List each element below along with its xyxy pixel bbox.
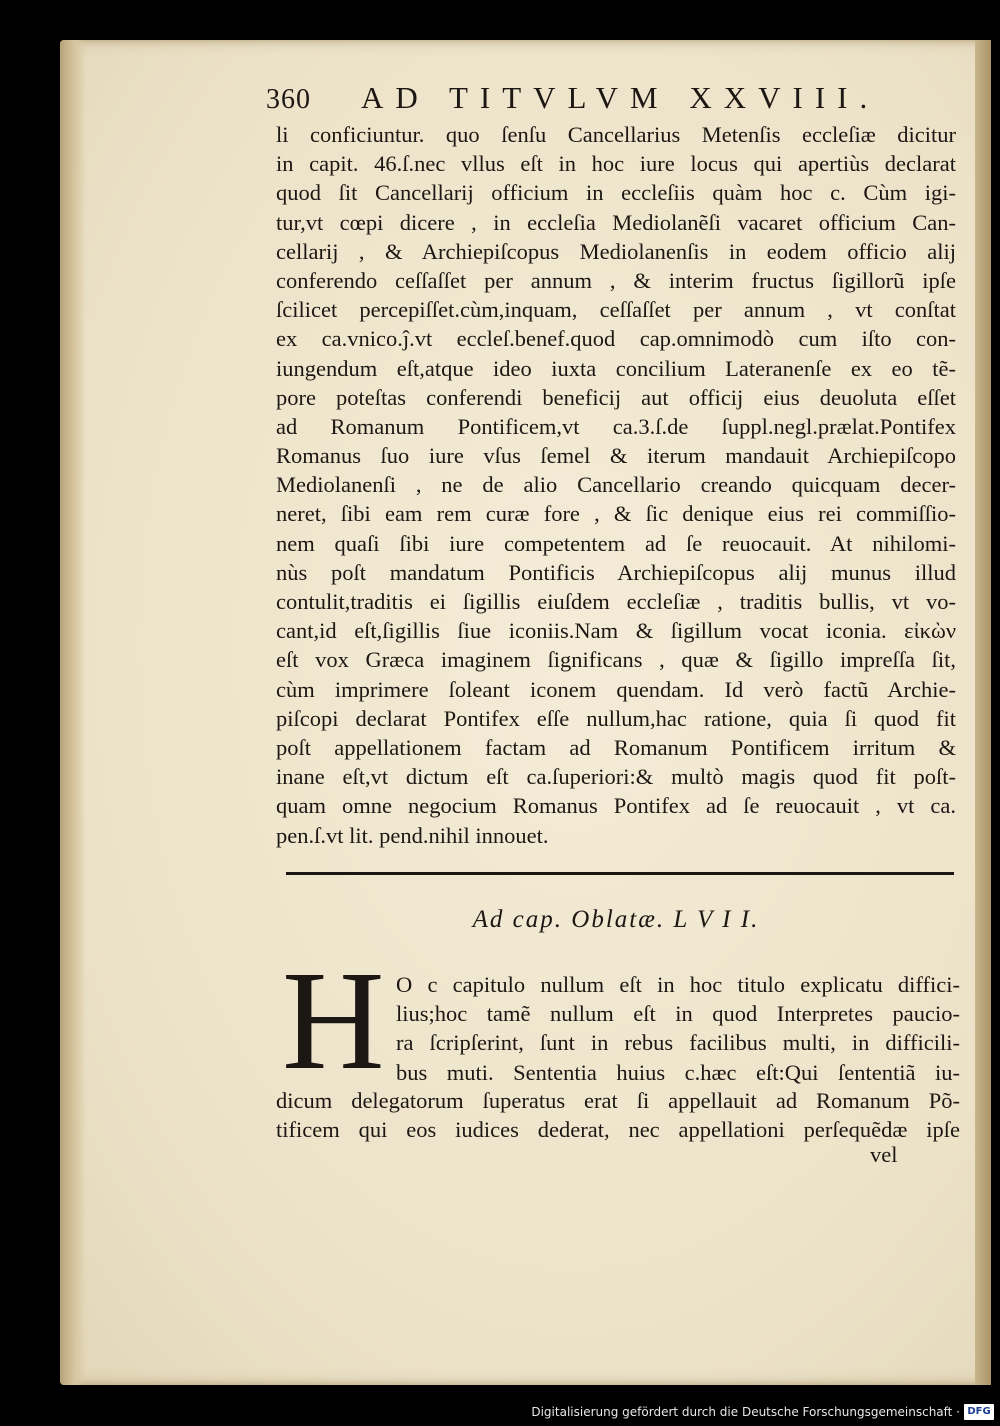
text-line: eſt vox Græca imaginem ſignificans , quæ & ſigillo impreſſa ſit, — [276, 647, 956, 673]
page-right-edge — [975, 40, 991, 1385]
text-line: cant,id eſt,ſigillis ſiue iconiis.Nam & ſigillum vocat iconia. εἰκὼν — [276, 618, 956, 644]
text-line: pore poteſtas conferendi beneficij aut officij eius deuoluta eſſet — [276, 384, 956, 410]
text-line: ex ca.vnico.ĵ.vt eccleſ.benef.quod cap.omnimodò cum iſto con- — [276, 326, 956, 352]
text-line: ra ſcripſerint, ſunt in rebus facilibus multi, in difficili- — [396, 1030, 960, 1056]
chapter-opening-text — [396, 970, 960, 1087]
text-line: nùs poſt mandatum Pontificis Archiepiſcopus alij munus illud — [276, 559, 956, 585]
text-line: cùm imprimere ſoleant iconem quendam. Id verò factũ Archie- — [276, 676, 956, 702]
text-line: nem quaſi ſibi iure competentem ad ſe reuocauit. At nihilomi- — [276, 530, 956, 556]
text-line: ad Romanum Pontificem,vt ca.3.ſ.de ſuppl.negl.prælat.Pontifex — [276, 413, 956, 439]
text-line: iungendum eſt,atque ideo iuxta concilium Lateranenſe ex eo tẽ- — [276, 355, 956, 381]
running-head — [266, 80, 886, 116]
text-line: tificem qui eos iudices dederat, nec appellationi perſequẽdæ ipſe — [276, 1117, 960, 1143]
text-line: cellarij , & Archiepiſcopus Mediolanenſis in eodem officio alij — [276, 238, 956, 264]
drop-cap-initial: H — [282, 941, 385, 1099]
chapter-continuation-text — [276, 1086, 960, 1144]
dfg-logo-icon: DFG — [964, 1404, 994, 1420]
text-line: Romanus ſuo iure vſus ſemel & iterum mandauit Archiepiſcopo — [276, 443, 956, 469]
text-line: bus muti. Sententia huius c.hæc eſt:Qui ſententiã iu- — [396, 1059, 960, 1085]
text-line: O c capitulo nullum eſt in hoc titulo explicatu diffici- — [396, 972, 960, 997]
text-line: li conficiuntur. quo ſenſu Cancellarius Metenſis eccleſiæ dicitur — [276, 122, 956, 147]
page-number: 360 — [266, 84, 311, 115]
text-line: piſcopi declarat Pontifex eſſe nullum,hac ratione, quia ſi quod fit — [276, 705, 956, 731]
section-rule — [286, 872, 954, 875]
digitization-footer — [0, 1400, 1000, 1426]
running-title: AD TITVLVM XXVIII. — [361, 80, 880, 115]
text-line: Mediolanenſi , ne de alio Cancellario creando quicquam decer- — [276, 472, 956, 498]
text-line: in capit. 46.ſ.nec vllus eſt in hoc iure locus qui apertiùs declarat — [276, 151, 956, 177]
catchword: vel — [870, 1142, 898, 1167]
text-line: poſt appellationem factam ad Romanum Pontificem irritum & — [276, 734, 956, 760]
text-line: contulit,traditis ei ſigillis eiuſdem eccleſiæ , traditis bullis, vt vo- — [276, 589, 956, 614]
chapter-heading: Ad cap. Oblatæ. L V I I. — [472, 906, 760, 933]
text-line: neret, ſibi eam rem curæ fore , & ſic denique eius rei commiſſio- — [276, 501, 956, 527]
text-line: quam omne negocium Romanus Pontifex ad ſe reuocauit , vt ca. — [276, 793, 956, 819]
text-line: tur,vt cœpi dicere , in eccleſia Mediolanẽſi vacaret officium Can- — [276, 209, 956, 235]
text-line: quod ſit Cancellarij officium in eccleſiis quàm hoc c. Cùm igi- — [276, 180, 956, 206]
text-line: pen.ſ.vt lit. pend.nihil innouet. — [276, 822, 549, 848]
text-line: conferendo ceſſaſſet per annum , & interim fructus ſigillorũ ipſe — [276, 267, 956, 293]
text-line: inane eſt,vt dictum eſt ca.ſuperiori:& multò magis quod fit poſt- — [276, 764, 956, 790]
page-gutter-shadow — [60, 40, 86, 1385]
main-text-block — [276, 120, 956, 850]
text-line: dicum delegatorum ſuperatus erat ſi appellauit ad Romanum Põ- — [276, 1088, 960, 1113]
text-line: ſcilicet percepiſſet.cùm,inquam, ceſſaſſet per annum , vt conſtat — [276, 297, 956, 323]
funding-credit: Digitalisierung gefördert durch die Deutsche Forschungsgemeinschaft · — [531, 1405, 960, 1419]
text-line: lius;hoc tamẽ nullum eſt in quod Interpretes paucio- — [396, 1001, 960, 1027]
